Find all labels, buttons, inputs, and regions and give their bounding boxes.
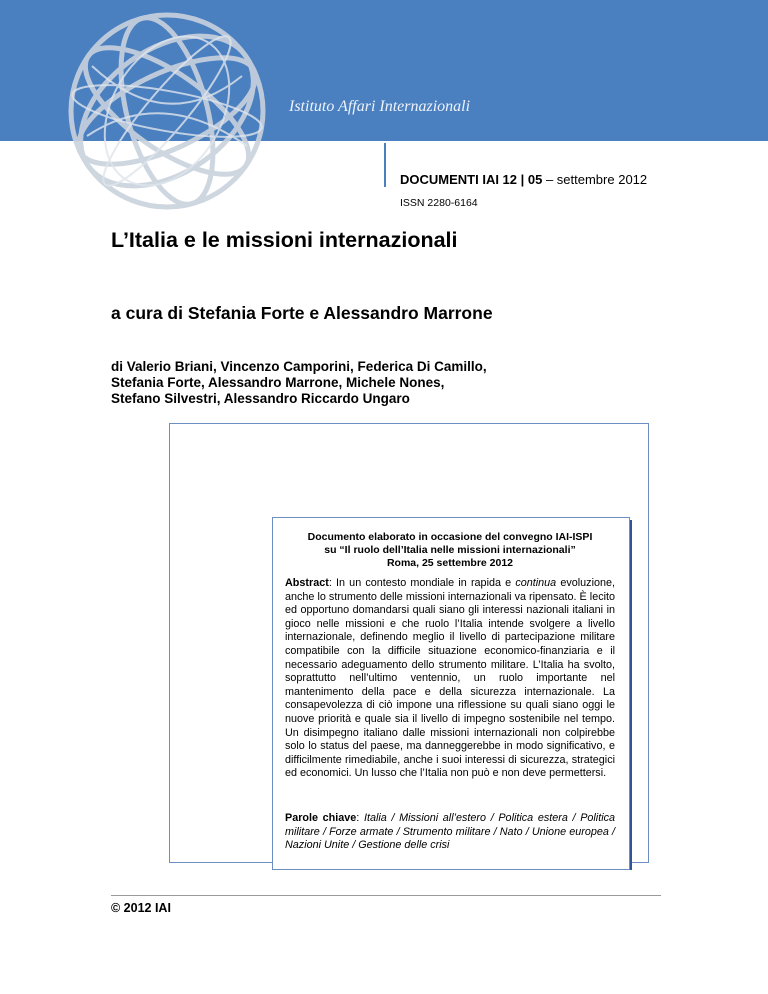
event-line-1: Documento elaborato in occasione del convegno IAI-ISPI [307,531,593,543]
document-title: L’Italia e le missioni internazionali [111,228,458,252]
globe-emblem-icon [62,6,272,216]
series-date: – settembre 2012 [542,172,648,187]
series-divider [384,143,386,187]
event-note [285,531,615,570]
editors: a cura di Stefania Forte e Alessandro Marrone [111,303,493,323]
authors-line-3: Stefano Silvestri, Alessandro Riccardo Ungaro [111,391,410,406]
abstract-text-b: evoluzione, anche lo strumento delle missioni internazionali va ripensato. È lecito ed opportuno domandarsi quali siano gli interessi nazionali italiani in gioco nelle missioni e che ruolo l’Italia intende svolgere a livello internazionale, definendo meglio il livello di partecipazione militare compatibile con la difficile situazione economico-finanziaria e il necessario adeguamento dello strumento militare. L’Italia ha svolto, soprattutto nell’ultimo ventennio, un ruolo importante nel mantenimento della pace e della sicurezza internazionale. La consapevolezza di ciò impone una riflessione su quali siano oggi le nuove priorità e quale sia il livello di impegno sostenibile nel tempo. Un disimpegno italiano dalle missioni internazionali non colpirebbe solo lo status del paese, ma danneggerebbe in modo significativo, e difficilmente rimediabile, anche i suoi interessi di sicurezza, strategici ed economici. Un lusso che l’Italia non può e non deve permettersi. [285,577,615,780]
keywords-separator: : [356,812,364,824]
issn: ISSN 2280-6164 [400,197,478,209]
abstract-text-italic: continua [515,577,557,589]
authors-line-2: Stefania Forte, Alessandro Marrone, Michele Nones, [111,375,445,390]
series-line [400,172,647,187]
copyright: © 2012 IAI [111,901,171,915]
abstract-text-a: : In un contesto mondiale in rapida e [328,577,516,589]
series-label: DOCUMENTI IAI 12 | 05 [400,172,543,187]
event-line-2: su “Il ruolo dell’Italia nelle missioni internazionali” [324,544,576,556]
institute-name: Istituto Affari Internazionali [289,98,471,115]
keywords-paragraph [285,812,615,853]
keywords-label: Parole chiave [285,812,357,824]
authors [111,359,611,407]
keywords-list: Italia / Missioni all’estero / Politica estera / Politica militare / Forze armate / Strumento militare / Nato / Unione europea / Nazioni Unite / Gestione delle crisi [285,812,615,852]
authors-line-1: di Valerio Briani, Vincenzo Camporini, Federica Di Camillo, [111,359,487,374]
footer-divider [111,895,661,896]
event-line-3: Roma, 25 settembre 2012 [386,557,514,569]
abstract-paragraph [285,577,615,781]
abstract-label: Abstract [285,577,329,589]
